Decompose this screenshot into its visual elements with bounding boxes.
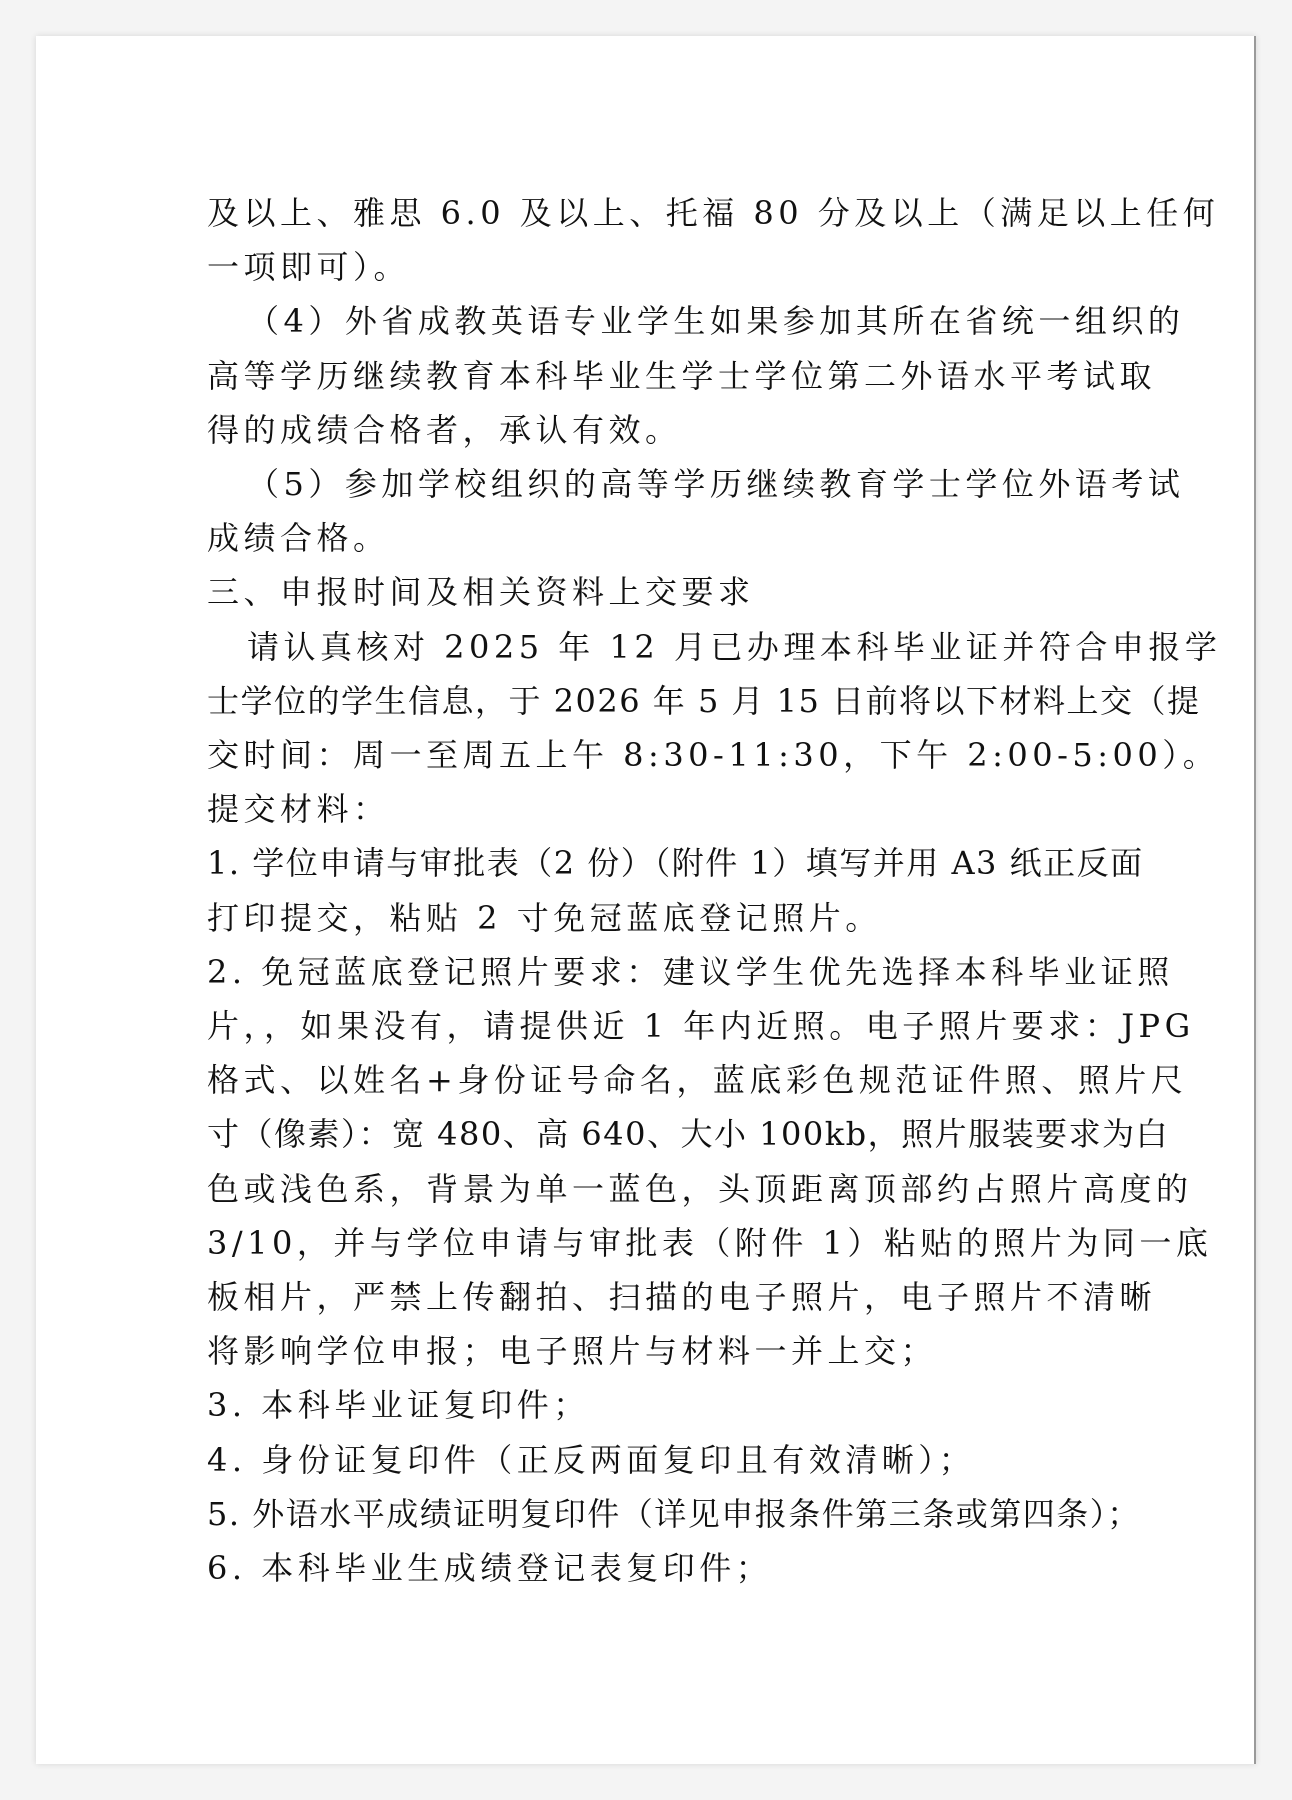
text-line: 将影响学位申报；电子照片与材料一并上交； [207, 1332, 938, 1371]
page-edge-divider [1254, 36, 1256, 1764]
document-body [207, 186, 1222, 1595]
list-item: 2. 免冠蓝底登记照片要求：建议学生优先选择本科毕业证照 [207, 952, 1174, 991]
text-line: 得的成绩合格者，承认有效。 [207, 410, 682, 449]
text-line: 高等学历继续教育本科毕业生学士学位第二外语水平考试取 [207, 356, 1157, 395]
section-heading: 三、申报时间及相关资料上交要求 [207, 573, 755, 612]
text-line: 交时间：周一至周五上午 8:30-11:30，下午 2:00-5:00）。 [207, 736, 1220, 775]
text-line: 及以上、雅思 6.0 及以上、托福 80 分及以上（满足以上任何 [207, 194, 1220, 232]
list-item: 4. 身份证复印件（正反两面复印且有效清晰）； [207, 1440, 976, 1479]
materials-heading: 提交材料： [207, 790, 390, 829]
text-line: 色或浅色系，背景为单一蓝色，头顶距离顶部约占照片高度的 [207, 1169, 1193, 1208]
document-page [36, 36, 1256, 1764]
text-line: 请认真核对 2025 年 12 月已办理本科毕业证并符合申报学 [247, 627, 1222, 666]
text-line: 一项即可）。 [207, 248, 411, 287]
list-item: 3. 本科毕业证复印件； [207, 1386, 590, 1425]
text-line: 格式、以姓名+身份证号命名，蓝底彩色规范证件照、照片尺 [207, 1061, 1188, 1100]
text-line: 寸（像素）：宽 480、高 640、大小 100kb，照片服装要求为白 [207, 1115, 1170, 1154]
list-item: 6. 本科毕业生成绩登记表复印件； [207, 1549, 773, 1588]
text-line: 打印提交，粘贴 2 寸免冠蓝底登记照片。 [207, 898, 882, 937]
text-line: 成绩合格。 [207, 519, 390, 558]
list-item: 5. 外语水平成绩证明复印件（详见申报条件第三条或第四条）； [207, 1494, 1141, 1533]
text-line: 板相片，严禁上传翻拍、扫描的电子照片，电子照片不清晰 [207, 1278, 1157, 1317]
text-line: 士学位的学生信息，于 2026 年 5 月 15 日前将以下材料上交（提 [207, 681, 1201, 720]
text-line: 片，，如果没有，请提供近 1 年内近照。电子照片要求：JPG [207, 1007, 1195, 1046]
list-item: 1. 学位申请与审批表（2 份）（附件 1）填写并用 A3 纸正反面 [207, 844, 1144, 883]
text-line: 3/10，并与学位申请与审批表（附件 1）粘贴的照片为同一底 [207, 1223, 1213, 1262]
text-line: （4）外省成教英语专业学生如果参加其所在省统一组织的 [247, 302, 1185, 341]
text-line: （5）参加学校组织的高等学历继续教育学士学位外语考试 [247, 465, 1185, 504]
